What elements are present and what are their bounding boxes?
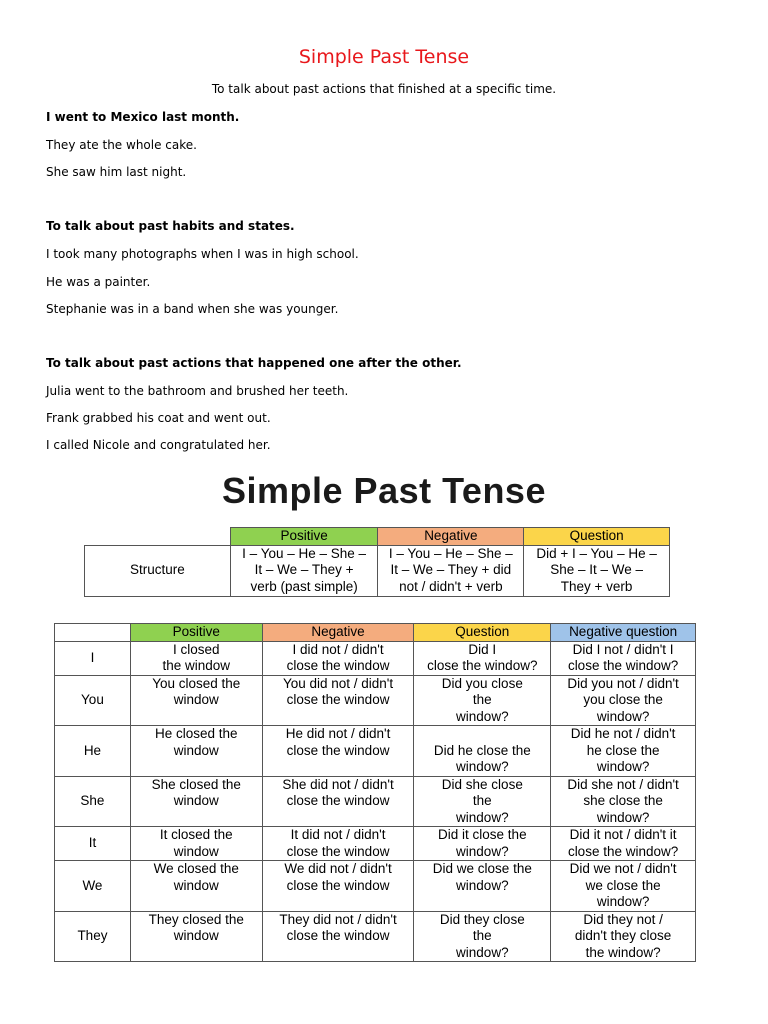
image-title: Simple Past Tense <box>222 470 546 511</box>
example-line: She saw him last night. <box>46 165 187 179</box>
cell-line: the <box>472 928 492 943</box>
positive-cell <box>130 776 262 827</box>
header-question: Question <box>414 624 551 642</box>
negative-question-cell <box>551 861 696 912</box>
cell-line: Did he not / didn't <box>570 726 676 741</box>
table-row <box>55 726 696 777</box>
negative-question-cell <box>551 827 696 861</box>
negative-cell <box>262 641 414 675</box>
cell-line: window? <box>456 877 509 893</box>
cell-line: It did not / didn't <box>290 827 386 842</box>
cell-line: the window <box>162 658 231 673</box>
positive-cell <box>130 726 262 777</box>
cell-line: Did it close the <box>438 827 527 842</box>
cell-line: We did not / didn't <box>284 861 392 876</box>
cell-line: close the window <box>286 843 390 859</box>
cell-line: window? <box>596 809 650 825</box>
cell-line: close the window <box>286 877 390 893</box>
cell-line: window <box>173 793 219 808</box>
cell-line: She closed the <box>151 776 241 792</box>
cell-line: the <box>472 692 492 707</box>
structure-cell-negative <box>378 545 524 596</box>
negative-cell <box>262 911 414 962</box>
cell-line: close the window? <box>567 658 679 673</box>
cell-line: It – We – They + <box>254 562 354 578</box>
table-row <box>55 911 696 962</box>
cell-line: They + verb <box>560 578 633 594</box>
cell-line: Did it not / didn't it <box>569 827 677 842</box>
cell-line: verb (past simple) <box>250 578 358 594</box>
cell-line: window? <box>456 708 509 724</box>
cell-line: I did not / didn't <box>292 641 384 657</box>
cell-line: not / didn't + verb <box>399 578 503 594</box>
cell-line: He closed the <box>155 726 238 741</box>
header-positive: Positive <box>230 528 378 546</box>
example-line: Frank grabbed his coat and went out. <box>46 411 271 425</box>
page-title: Simple Past Tense <box>298 46 470 68</box>
cell-line: he close the <box>586 742 660 758</box>
example-line: Stephanie was in a band when she was younger. <box>46 302 339 316</box>
cell-line: window <box>173 843 219 859</box>
negative-question-cell <box>551 641 696 675</box>
table-row <box>55 861 696 912</box>
example-line: They ate the whole cake. <box>46 138 197 152</box>
structure-cell-question <box>524 545 670 596</box>
table-row <box>55 675 696 726</box>
negative-cell <box>262 861 414 912</box>
cell-line: didn't they close <box>574 928 672 943</box>
cell-line: I – You – He – She – <box>388 545 513 561</box>
header-positive: Positive <box>130 624 262 642</box>
question-cell <box>414 861 551 912</box>
cell-line: They did not / didn't <box>279 911 397 927</box>
cell-line: He did not / didn't <box>285 726 391 741</box>
cell-line: we close the <box>585 877 661 893</box>
cell-line: Did I <box>468 641 497 657</box>
table-row <box>55 776 696 827</box>
example-line: I called Nicole and congratulated her. <box>46 438 271 452</box>
cell-line: window? <box>456 944 509 960</box>
negative-cell <box>262 776 414 827</box>
negative-question-cell <box>551 726 696 777</box>
cell-line: the window? <box>585 944 661 960</box>
question-cell <box>414 726 551 777</box>
cell-line: close the window <box>286 742 390 758</box>
subject-cell: She <box>55 776 131 827</box>
cell-line: Did I not / didn't I <box>572 641 674 657</box>
cell-line: She – It – We – <box>550 562 644 578</box>
cell-line: Did you not / didn't <box>567 675 679 691</box>
cell-line: You closed the <box>152 675 241 691</box>
cell-line: window <box>173 928 219 943</box>
cell-line: I – You – He – She – <box>242 545 367 561</box>
subject-cell: You <box>55 675 131 726</box>
cell-line: window? <box>596 708 650 724</box>
subject-cell: I <box>55 641 131 675</box>
cell-line: It – We – They + did <box>390 562 512 578</box>
cell-line: you close the <box>583 692 663 707</box>
cell-line: she close the <box>583 793 663 808</box>
negative-cell <box>262 675 414 726</box>
negative-question-cell <box>551 675 696 726</box>
positive-cell <box>130 861 262 912</box>
question-cell <box>414 675 551 726</box>
subject-cell: It <box>55 827 131 861</box>
cell-line: window <box>173 742 219 758</box>
cell-line: Did we close the <box>432 861 532 876</box>
negative-cell <box>262 827 414 861</box>
cell-line: close the window <box>286 692 390 707</box>
subject-cell: They <box>55 911 131 962</box>
question-cell <box>414 827 551 861</box>
cell-line: Did they close <box>439 911 525 927</box>
subject-cell: We <box>55 861 131 912</box>
question-cell <box>414 641 551 675</box>
header-question: Question <box>524 528 670 546</box>
example-line: He was a painter. <box>46 275 151 289</box>
cell-line: close the window? <box>427 658 538 673</box>
example-line: I took many photographs when I was in high school. <box>46 247 359 261</box>
cell-line: We closed the <box>153 861 239 876</box>
cell-line: window <box>173 692 219 707</box>
row-label-structure: Structure <box>85 545 231 596</box>
section-heading-2: To talk about past habits and states. <box>46 219 295 233</box>
cell-line: Did she not / didn't <box>567 776 679 792</box>
page-subtitle: To talk about past actions that finished at a specific time. <box>211 82 557 96</box>
header-negative: Negative <box>262 624 414 642</box>
cell-line: They closed the <box>148 911 244 927</box>
cell-line: window? <box>456 759 509 774</box>
cell-line: close the window <box>286 793 390 808</box>
cell-line: Did they not / <box>583 911 663 927</box>
table-row <box>55 641 696 675</box>
cell-line: window? <box>456 843 509 859</box>
subject-cell: He <box>55 726 131 777</box>
positive-cell <box>130 675 262 726</box>
cell-line: close the window <box>286 658 390 673</box>
cell-line: the <box>472 793 492 808</box>
positive-cell <box>130 641 262 675</box>
positive-cell <box>130 827 262 861</box>
section-heading-1: I went to Mexico last month. <box>46 110 240 124</box>
cell-line: Did she close <box>441 776 523 792</box>
cell-line: window? <box>456 809 509 825</box>
example-line: Julia went to the bathroom and brushed her teeth. <box>46 384 349 398</box>
cell-line: You did not / didn't <box>282 675 394 691</box>
cell-line: window? <box>596 759 650 774</box>
cell-line: It closed the <box>159 827 233 842</box>
cell-line: I closed <box>173 641 220 657</box>
conjugation-table <box>54 623 696 962</box>
negative-question-cell <box>551 776 696 827</box>
empty-corner-cell <box>55 624 131 642</box>
cell-line: She did not / didn't <box>282 776 394 792</box>
positive-cell <box>130 911 262 962</box>
question-cell <box>414 776 551 827</box>
question-cell <box>414 911 551 962</box>
cell-line: Did + I – You – He – <box>536 545 657 561</box>
cell-line: window? <box>596 894 650 909</box>
header-negative: Negative <box>378 528 524 546</box>
table-row <box>55 827 696 861</box>
cell-line: window <box>173 877 219 893</box>
negative-question-cell <box>551 911 696 962</box>
section-heading-3: To talk about past actions that happened one after the other. <box>46 356 462 370</box>
cell-line: Did you close <box>441 675 523 691</box>
negative-cell <box>262 726 414 777</box>
empty-corner-cell <box>85 528 231 546</box>
cell-line: Did he close the <box>433 742 531 758</box>
cell-line: Did we not / didn't <box>569 861 677 876</box>
cell-line: close the window <box>286 928 390 943</box>
cell-line: close the window? <box>567 843 679 859</box>
header-negative-question: Negative question <box>551 624 696 642</box>
structure-table <box>84 527 670 597</box>
structure-cell-positive <box>230 545 378 596</box>
